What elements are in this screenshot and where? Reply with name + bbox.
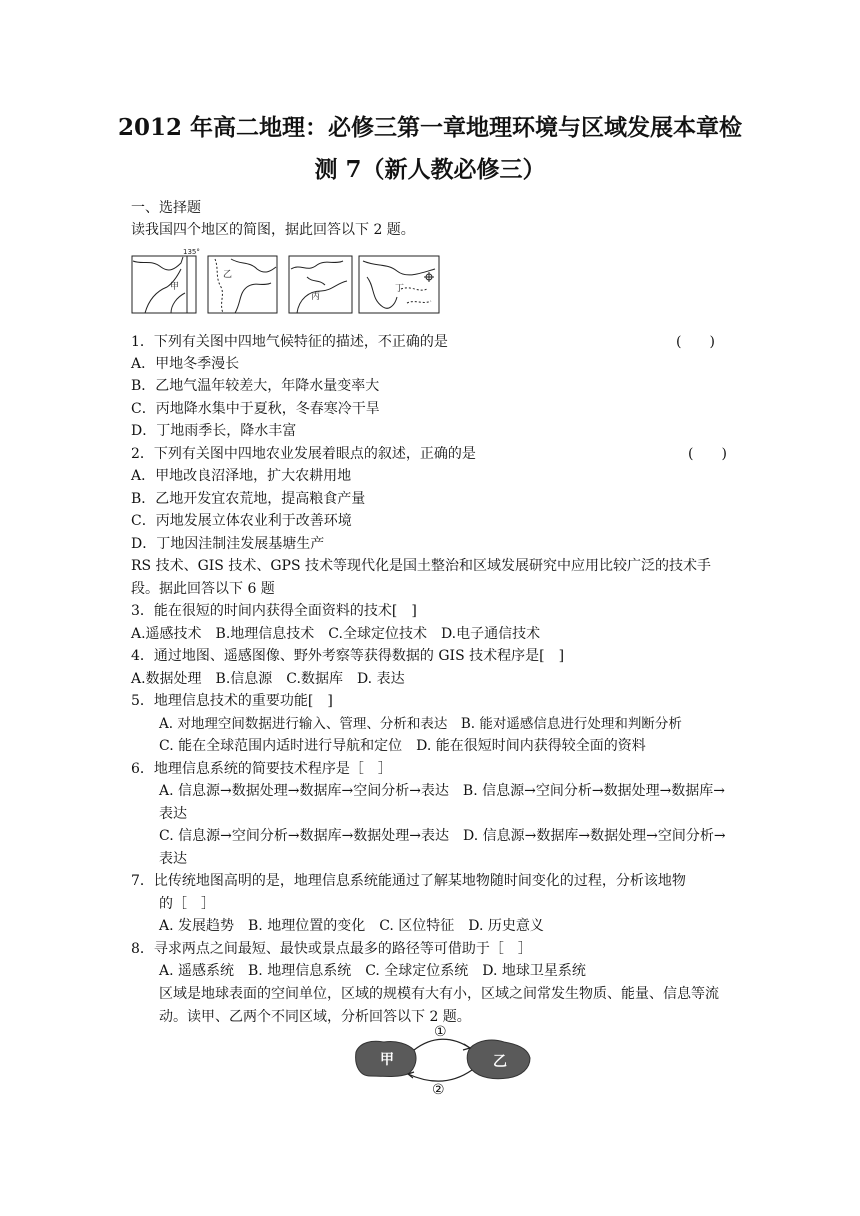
flow-arrow-bottom	[408, 1070, 472, 1081]
q7-stem-line2: 的［ ］	[159, 896, 215, 912]
map-c-frame	[289, 256, 352, 313]
flow-label-2: ②	[432, 1082, 445, 1096]
q1-stem: 1．下列有关图中四地气候特征的描述，不正确的是	[131, 334, 448, 350]
flow-label-1: ①	[434, 1024, 447, 1040]
q5-stem: 5．地理信息技术的重要功能[ ]	[131, 693, 333, 709]
map-label-a: 甲	[170, 282, 180, 292]
q8-options: A. 遥感系统 B. 地理信息系统 C. 全球定位系统 D. 地球卫星系统	[159, 963, 586, 979]
q7-options: A. 发展趋势 B. 地理位置的变化 C. 区位特征 D. 历史意义	[159, 918, 544, 934]
q2-option-d: D．丁地因洼制洼发展基塘生产	[131, 536, 325, 552]
q5-options-ab: A. 对地理空间数据进行输入、管理、分析和表达 B. 能对遥感信息进行处理和判断分析	[159, 716, 682, 732]
q4-options: A.数据处理 B.信息源 C.数据库 D. 表达	[131, 671, 405, 687]
q6-options-ab: A. 信息源→数据处理→数据库→空间分析→表达 B. 信息源→空间分析→数据处理→数据库→表达	[159, 783, 726, 822]
region-b-label: 乙	[493, 1054, 507, 1070]
q6-options-cd: C. 信息源→空间分析→数据库→数据处理→表达 D. 信息源→数据库→数据处理→空间分析→表达	[159, 828, 726, 867]
flow-arrow-top	[414, 1039, 470, 1050]
section-heading: 一、选择题	[131, 200, 201, 216]
q3-stem: 3．能在很短的时间内获得全面资料的技术[ ]	[131, 603, 417, 619]
q1-option-d: D．丁地雨季长，降水丰富	[131, 423, 297, 439]
q8-stem: 8．寻求两点之间最短、最快或景点最多的路径等可借助于［ ］	[131, 941, 532, 957]
q5-options-cd: C. 能在全球范围内适时进行导航和定位 D. 能在很短时间内获得较全面的资料	[159, 738, 646, 754]
q1-answer-paren: ( )	[676, 334, 715, 350]
q2-option-a: A．甲地改良沼泽地，扩大农耕用地	[131, 468, 352, 484]
q4-stem: 4．通过地图、遥感图像、野外考察等获得数据的 GIS 技术程序是[ ]	[131, 648, 565, 664]
q7-stem-line1: 7．比传统地图高明的是，地理信息系统能通过了解某地物随时间变化的过程，分析该地物	[131, 873, 686, 889]
q1-option-a: A．甲地冬季漫长	[131, 356, 240, 372]
intro-regions: 区域是地球表面的空间单位，区域的规模有大有小，区域之间常发生物质、能量、信息等流动。读甲、乙两个不同区域，分析回答以下 2 题。	[159, 986, 719, 1025]
region-flow-diagram	[352, 1022, 532, 1096]
q6-stem: 6．地理信息系统的简要技术程序是［ ］	[131, 761, 392, 777]
region-a-label: 甲	[380, 1052, 394, 1068]
q1-option-b: B．乙地气温年较差大，年降水量变率大	[131, 378, 380, 394]
q2-option-b: B．乙地开发宜农荒地，提高粮食产量	[131, 491, 366, 507]
q2-answer-paren: ( )	[688, 446, 727, 462]
q2-stem: 2．下列有关图中四地农业发展着眼点的叙述，正确的是	[131, 446, 476, 462]
map-label-b: 乙	[223, 270, 233, 280]
q2-option-c: C．丙地发展立体农业利于改善环境	[131, 513, 352, 529]
intro-gis: RS 技术、GIS 技术、GPS 技术等现代化是国土整治和区域发展研究中应用比较广泛的技术手段。据此回答以下 6 题	[131, 558, 711, 597]
map-label-d: 丁	[395, 284, 405, 294]
four-region-maps	[131, 247, 441, 315]
page-title-line1: 2012 年高二地理：必修三第一章地理环境与区域发展本章检	[117, 114, 743, 141]
q1-option-c: C．丙地降水集中于夏秋，冬春寒冷干旱	[131, 401, 380, 417]
page-title-line2: 测 7（新人教必修三）	[314, 156, 546, 183]
map-a-frame	[132, 256, 196, 313]
map-label-c: 丙	[311, 292, 321, 302]
q3-options: A.遥感技术 B.地理信息技术 C.全球定位技术 D.电子通信技术	[131, 626, 541, 642]
intro-maps: 读我国四个地区的简图，据此回答以下 2 题。	[131, 222, 415, 238]
meridian-label: 135°	[183, 248, 200, 256]
